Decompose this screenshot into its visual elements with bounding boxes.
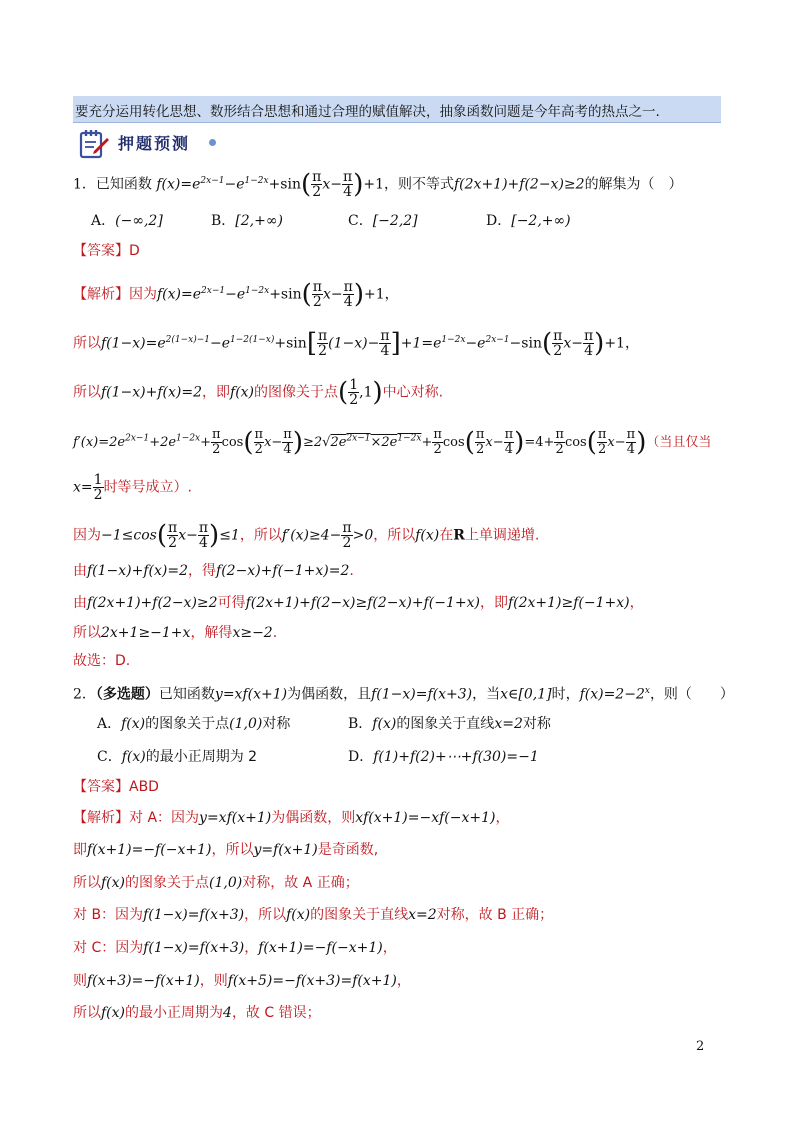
banner-text: 要充分运用转化思想、数形结合思想和通过合理的赋值解决，抽象函数问题是今年高考的热点之一. xyxy=(75,104,660,120)
q1-analysis-line-2: 所以$f(1-x)=e^{2(1-x)-1}-e^{1-2(1-x)}+\sin$[ $\frac{\pi}{2}$ (1−x)− $\frac{\pi}{4}$ ]$+1=e^{1-2x}-e^{2x-1}-\sin$( $\frac{\pi}{2}$ x− $\frac{\pi}{4}$ )+1， xyxy=(73,328,639,359)
q2-statement: 2．（多选题）已知函数y=xf(x+1)为偶函数，且f(1−x)=f(x+3)，当x∈[0,1]时，$f(x)=2-2^x$，则（ ） xyxy=(73,686,734,703)
q1-analysis-line-1: 【解析】因为$f(x)=e^{2x-1}-e^{1-2x}+\sin$( $\frac{\pi}{2}$ x− $\frac{\pi}{4}$ )+1， xyxy=(73,279,399,310)
q1-option-a: A．(−∞,2] xyxy=(91,213,163,229)
section-title: 押题预测 xyxy=(118,134,191,153)
q1-option-b: B．[2,+∞) xyxy=(211,213,283,229)
q1-analysis-line-7: 由f(1−x)+f(x)=2，得f(2−x)+f(−1+x)=2. xyxy=(73,563,354,579)
q1-analysis-line-10: 故选：D. xyxy=(73,653,131,669)
q2-analysis-line-5: 对 C：因为f(1−x)=f(x+3)，f(x+1)=−f(−x+1)， xyxy=(73,940,397,956)
notepad-pen-icon xyxy=(78,128,112,160)
q2-number: 2． xyxy=(73,686,96,703)
section-header xyxy=(78,128,238,160)
q1-number: 1． xyxy=(73,176,96,193)
q2-analysis-line-4: 对 B：因为f(1−x)=f(x+3)，所以f(x)的图象关于直线x=2对称，故 B 正确； xyxy=(73,907,554,923)
q1-option-c: C．[−2,2] xyxy=(348,213,418,229)
q1-analysis-line-8: 由f(2x+1)+f(2−x)≥2可得f(2x+1)+f(2−x)≥f(2−x)+f(−1+x)，即f(2x+1)≥f(−1+x)， xyxy=(73,595,644,611)
q1-analysis-line-5: x= $\frac{1}{2}$ 时等号成立）. xyxy=(73,472,193,503)
q2-analysis-line-7: 所以f(x)的最小正周期为4，故 C 错误； xyxy=(73,1005,321,1021)
q1-analysis-line-3: 所以f(1−x)+f(x)=2，即f(x)的图像关于点( $\frac{1}{2}$ ,1)中心对称. xyxy=(73,377,444,408)
q2-analysis-line-3: 所以f(x)的图象关于点(1,0)对称，故 A 正确； xyxy=(73,875,359,891)
section-dot xyxy=(209,139,216,146)
q1-statement: 1．已知函数 $f(x)=e^{2x-1}-e^{1-2x}+\sin$( $\frac{\pi}{2}$ x− $\frac{\pi}{4}$ )+1，则不等式f(2x+1)+f(2−x)≥2的解集为（ ） xyxy=(73,169,683,200)
q1-analysis-line-6: 因为−1≤cos( $\frac{\pi}{2}$ x− $\frac{\pi}{4}$ )≤1，所以f′(x)≥4− $\frac{\pi}{2}$ >0，所以f(x)在R上单调递增. xyxy=(73,520,540,551)
q2-option-b: B．f(x)的图象关于直线x=2对称 xyxy=(348,716,551,732)
q1-analysis-line-9: 所以2x+1≥−1+x，解得x≥−2. xyxy=(73,625,278,641)
page-number: 2 xyxy=(696,1039,705,1054)
q2-option-d: D．f(1)+f(2)+⋯+f(30)=−1 xyxy=(348,749,539,765)
summary-banner xyxy=(73,96,721,123)
q1-answer: 【答案】D xyxy=(73,243,140,259)
q1-inequality: f(2x+1)+f(2−x)≥2 xyxy=(454,176,585,193)
q2-answer: 【答案】ABD xyxy=(73,779,159,795)
q2-analysis-line-2: 即f(x+1)=−f(−x+1)，所以y=f(x+1)是奇函数, xyxy=(73,842,379,858)
q2-analysis-line-1: 【解析】对 A：因为y=xf(x+1)为偶函数，则xf(x+1)=−xf(−x+1)， xyxy=(73,810,510,826)
q1-option-d: D．[−2,+∞) xyxy=(486,213,571,229)
q2-tag: （多选题） xyxy=(95,686,159,703)
q1-analysis-line-4: $f'(x)=2e^{2x-1}+2e^{1-2x}+$ $\frac{\pi}{2}$ cos( $\frac{\pi}{2}$ x− $\frac{\pi}{4}$ )$\ge 2√2e^{2x-1}\times 2e^{1-2x}+$ $\frac{\pi}{2}$ cos( $\frac{\pi}{2}$ x− $\frac{\pi}{4}$ )=4+ $\frac{\pi}{2}$ cos( $\frac{\pi}{2}$ x− $\frac{\pi}{4}$ )（当且仅当 xyxy=(73,427,712,458)
q2-option-a: A．f(x)的图象关于点(1,0)对称 xyxy=(97,716,291,732)
q2-analysis-line-6: 则f(x+3)=−f(x+1)，则f(x+5)=−f(x+3)=f(x+1)， xyxy=(73,973,411,989)
q2-option-c: C．f(x)的最小正周期为 2 xyxy=(97,749,258,765)
